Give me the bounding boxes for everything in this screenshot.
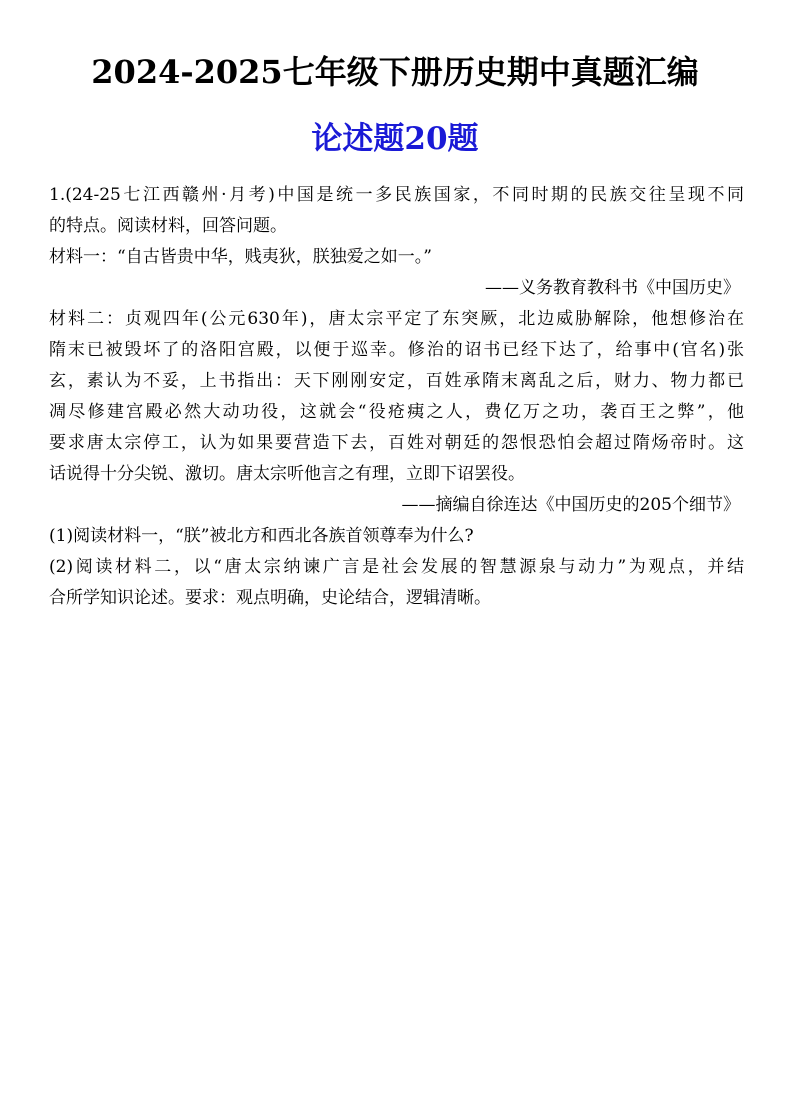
material-two-line-2: 隋末已被毁坏了的洛阳宫殿，以便于巡幸。修治的诏书已经下达了，给事中(官名)张 [49,340,744,360]
material-two-line-6: 话说得十分尖锐、激切。唐太宗听他言之有理，立即下诏罢役。 [49,464,525,484]
sub-question-1: (1)阅读材料一，“朕”被北方和西北各族首领尊奉为什么? [49,526,474,546]
material-two-line-5: 要求唐太宗停工，认为如果要营造下去，百姓对朝廷的怨恨恐怕会超过隋炀帝时。这 [49,433,744,453]
material-two-line-4: 凋尽修建宫殿必然大动功役，这就会“役疮痍之人，费亿万之功，袭百王之弊”，他 [49,402,744,422]
question-body [49,180,744,614]
sub-question-2-line-1: (2)阅读材料二，以“唐太宗纳谏广言是社会发展的智慧源泉与动力”为观点，并结 [49,557,744,577]
question-stem-line-2: 的特点。阅读材料，回答问题。 [49,216,287,236]
material-two-line-1: 材料二：贞观四年(公元630年)，唐太宗平定了东突厥，北边威胁解除，他想修治在 [49,309,744,329]
document-subtitle: 论述题20题 [311,121,479,157]
material-one-text: 材料一：“自古皆贵中华，贱夷狄，朕独爱之如一。” [49,247,432,267]
sub-question-2-line-2: 合所学知识论述。要求：观点明确，史论结合，逻辑清晰。 [49,588,491,608]
document-title: 2024-2025七年级下册历史期中真题汇编 [91,53,699,91]
question-stem-line-1: 1.(24-25七江西赣州·月考)中国是统一多民族国家，不同时期的民族交往呈现不同 [49,185,744,205]
material-one-source: ——义务教育教科书《中国历史》 [485,278,740,298]
material-two-line-3: 玄，素认为不妥，上书指出：天下刚刚安定，百姓承隋末离乱之后，财力、物力都已 [49,371,744,391]
material-two-source: ——摘编自徐连达《中国历史的205个细节》 [401,495,740,515]
